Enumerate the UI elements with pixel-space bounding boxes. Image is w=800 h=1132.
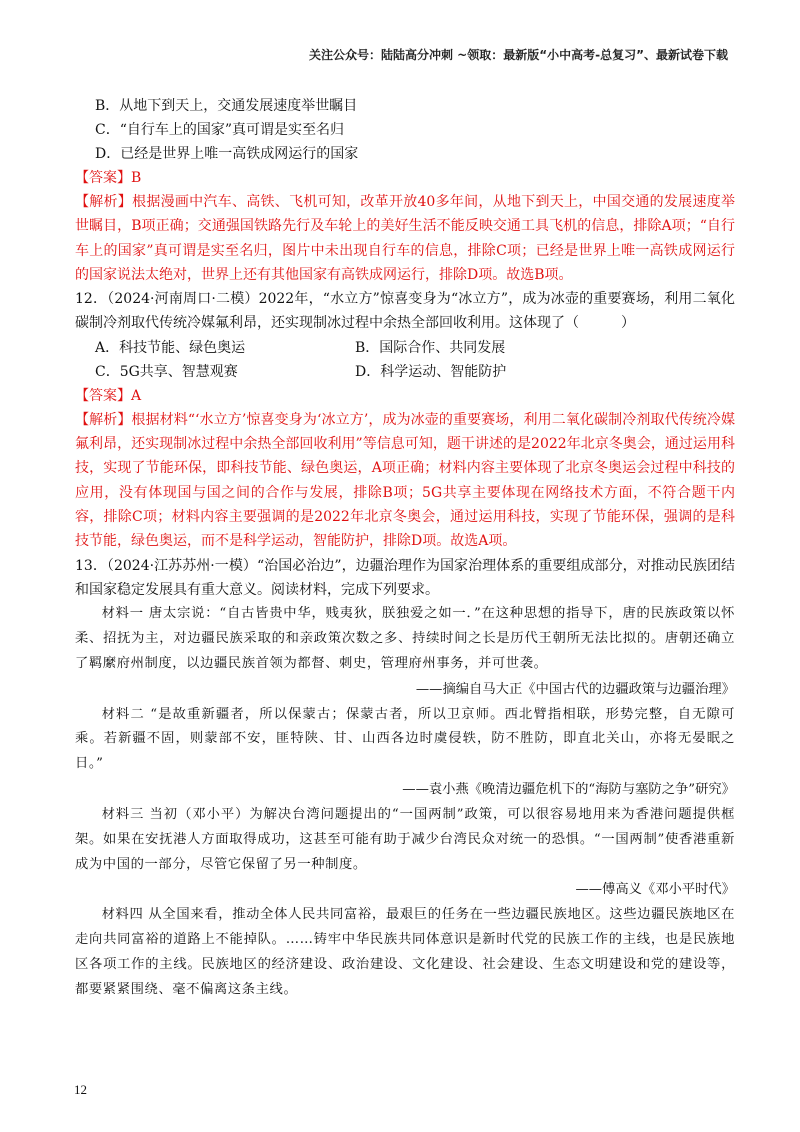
- q12-option-b: B．国际合作、共同发展: [355, 339, 506, 356]
- q12-option-c: C．5G共享、智慧观赛: [95, 363, 238, 380]
- q11-analysis: 【解析】根据漫画中汽车、高铁、飞机可知，改革开放40多年间，从地下到天上，中国交通的发展速度举世瞩目，B项正确；交通强国铁路先行及车轮上的美好生活不能反映交通工具飞机的信息，排除A项；“自行车上的国家”真可谓是实至名归，图片中未出现自行车的信息，排除C项；已经是世界上唯一高铁成网运行的国家说法太绝对，世界上还有其他国家有高铁成网运行，排除D项。故选B项。: [75, 194, 735, 283]
- q13-material-4: 材料四 从全国来看，推动全体人民共同富裕，最艰巨的任务在一些边疆民族地区。这些边疆民族地区在走向共同富裕的道路上不能掉队。……铸牢中华民族共同体意识是新时代党的民族工作的主线，也是民族地区各项工作的主线。民族地区的经济建设、政治建设、文化建设、社会建设、生态文明建设和党的建设等，都要紧紧围绕、毫不偏离这条主线。: [75, 907, 735, 997]
- q12-analysis: 【解析】根据材料“‘水立方’惊喜变身为‘冰立方’，成为冰壶的重要赛场，利用二氧化碳制冷剂取代传统冷媒氟利昂，还实现制冰过程中余热全部回收利用”等信息可知，题干讲述的是2022年北京冬奥会，通过运用科技，实现了节能环保，即科技节能、绿色奥运，A项正确；材料内容主要体现了北京冬奥运会过程中科技的应用，没有体现国与国之间的合作与发展，排除B项；5G共享主要体现在网络技术方面，不符合题干内容，排除C项；材料内容主要强调的是2022年北京冬奥会，通过运用科技，实现了节能环保，强调的是科技节能，绿色奥运，而不是科学运动，智能防护，排除D项。故选A项。: [75, 411, 735, 550]
- q11-option-d: D．已经是世界上唯一高铁成网运行的国家: [95, 146, 359, 162]
- q13-material-3-source: ——傅高义《邓小平时代》: [575, 882, 735, 898]
- page-number: 12: [74, 1082, 87, 1097]
- q12-options-row-2: [75, 360, 735, 384]
- q13-material-1: 材料一 唐太宗说：“自古皆贵中华，贱夷狄，朕独爱之如一．”在这种思想的指导下，唐的民族政策以怀柔、招抚为主，对边疆民族采取的和亲政策次数之多、持续时间之长是历代王朝所无法比拟的。唐朝还确立了羁縻府州制度，以边疆民族首领为都督、刺史，管理府州事务，并可世袭。: [75, 606, 735, 671]
- page-header: 关注公众号：陆陆高分冲刺 ~领取：最新版“小中高考-总复习”、最新试卷下载: [309, 48, 728, 62]
- q11-option-b: B．从地下到天上，交通发展速度举世瞩目: [95, 98, 358, 114]
- q13-stem: 13．（2024·江苏苏州·一模）“治国必治边”，边疆治理作为国家治理体系的重要组成部分，对推动民族团结和国家稳定发展具有重大意义。阅读材料，完成下列要求。: [75, 557, 735, 598]
- q12-option-d: D．科学运动、智能防护: [355, 363, 507, 380]
- q13-material-2: 材料二 “是故重新疆者，所以保蒙古；保蒙古者，所以卫京师。西北臂指相联，形势完整，自无隙可乘。若新疆不固，则蒙部不安，匪特陕、甘、山西各边时虞侵轶，防不胜防，即直北关山，亦将无晏眠之日。”: [75, 706, 735, 772]
- q13-material-2-source: ——袁小燕《晚清边疆危机下的“海防与塞防之争”研究》: [402, 781, 735, 797]
- q11-option-c: C．“自行车上的国家”真可谓是实至名归: [95, 122, 345, 138]
- q13-material-1-source: ——摘编自马大正《中国古代的边疆政策与边疆治理》: [415, 681, 735, 697]
- q11-answer: 【答案】B: [75, 170, 142, 186]
- q12-options-row-1: [75, 336, 735, 360]
- document-body: [75, 94, 735, 1003]
- q12-option-a: A．科技节能、绿色奥运: [95, 339, 246, 356]
- q12-answer: 【答案】A: [75, 387, 142, 404]
- q13-material-3: 材料三 当初（邓小平）为解决台湾问题提出的“一国两制”政策，可以很容易地用来为香港问题提供框架。如果在安抚港人方面取得成功，这甚至可能有助于减少台湾民众对统一的恐惧。“一国两制”使香港重新成为中国的一部分，尽管它保留了另一种制度。: [75, 806, 735, 872]
- q12-stem: 12．（2024·河南周口·二模）2022年，“水立方”惊喜变身为“冰立方”，成为冰壶的重要赛场，利用二氧化碳制冷剂取代传统冷媒氟利昂，还实现制冰过程中余热全部回收利用。这体现了（ ）: [75, 291, 735, 332]
